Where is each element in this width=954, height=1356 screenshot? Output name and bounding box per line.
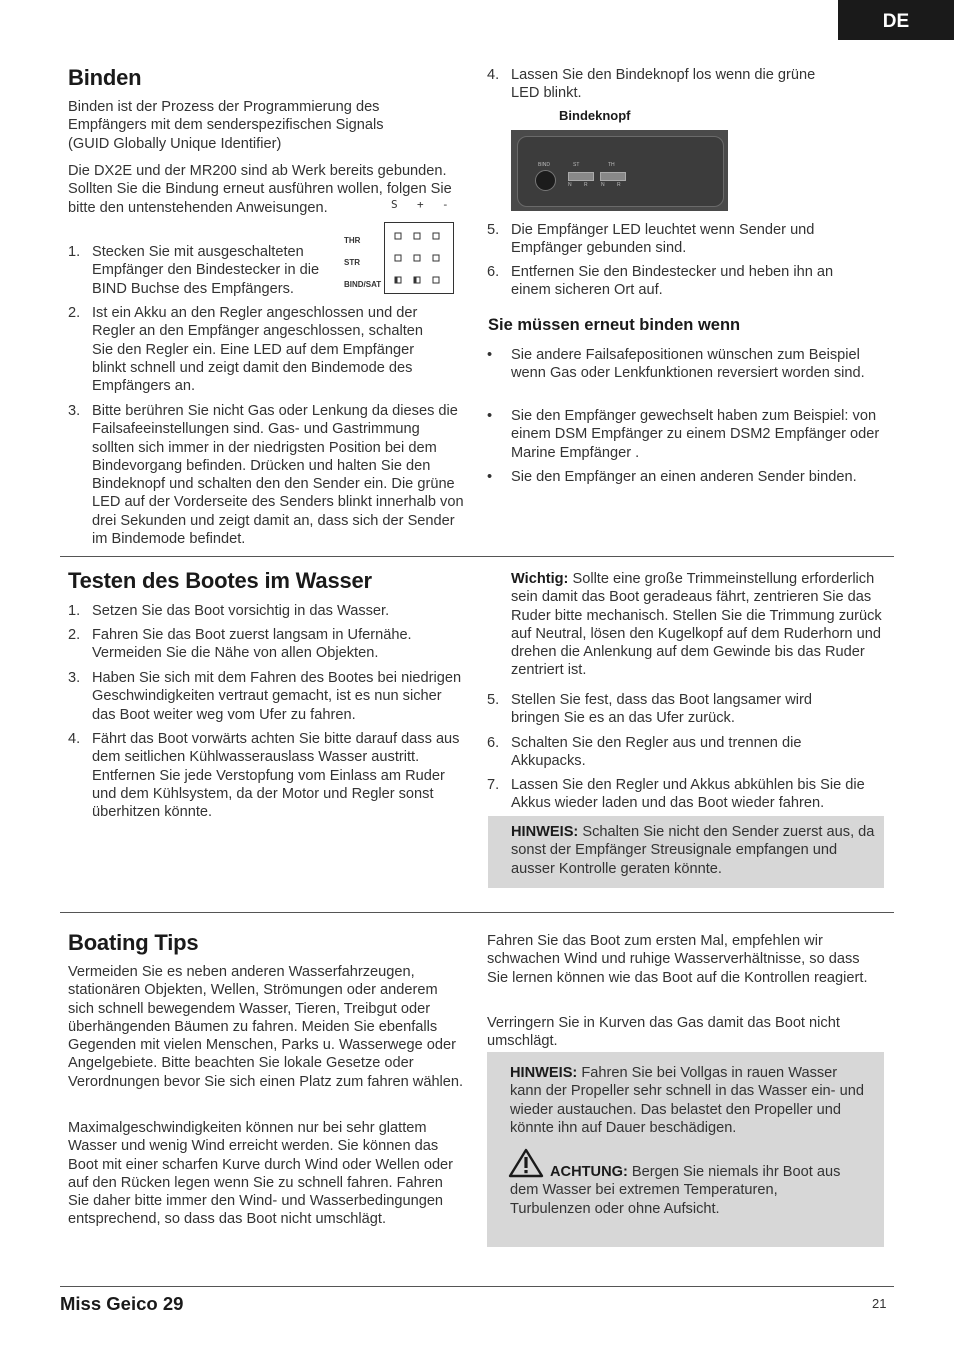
step-number: 4. bbox=[487, 67, 500, 83]
binden-step-5 bbox=[487, 221, 843, 258]
step-number: 7. bbox=[487, 777, 500, 793]
bullet-text: Sie den Empfänger an einen anderen Sender binden. bbox=[511, 469, 857, 485]
transmitter-bind-figure bbox=[511, 130, 728, 211]
rebind-bullet-1 bbox=[487, 346, 883, 383]
achtung-text: Bergen Sie niemals ihr Boot aus dem Wasser bei extremen Temperaturen, Turbulenzen oder ohne Aufsicht. bbox=[510, 1164, 841, 1217]
testen-step-5 bbox=[487, 691, 843, 728]
footer-title: Miss Geico 29 bbox=[60, 1293, 184, 1314]
page-number: 21 bbox=[872, 1296, 887, 1311]
step-number: 3. bbox=[68, 403, 81, 419]
testen-step-2 bbox=[68, 626, 434, 663]
bullet: • bbox=[487, 469, 493, 485]
tips-paragraph-2: Maximalgeschwindigkeiten können nur bei sehr glattem Wasser und wenig Wind erreicht werden. Sie können das Boot mit einer scharfen Kurve durch Wind oder Wellen oder auf den Rücken legen wenn Sie zu schnell fahren. Fahren Sie daher bitte immer den Wind- und Wasserbedingungen entsprechend, so dass das Boot nicht umschlägt. bbox=[68, 1120, 454, 1228]
step-text: Bitte berühren Sie nicht Gas oder Lenkung da dieses die Failsafeeinstellungen sind. Gas- und Gastrimmung sollten sich immer in der niedrigsten Position bei dem Bindevorgang befinden. Drücken und halten Sie den Bindeknopf und schalten den den Sender ein. Die grüne LED auf der Vorderseite des Senders blinkt innerhalb von drei Sekunden und zeigt damit an, dass sich der Sender im Bindemode befindet. bbox=[92, 403, 464, 548]
binden-step-6 bbox=[487, 263, 843, 300]
step-number: 1. bbox=[68, 244, 81, 260]
testen-title: Testen des Bootes im Wasser bbox=[68, 568, 372, 593]
bind-text: BIND bbox=[538, 162, 550, 168]
rebind-bullet-2 bbox=[487, 407, 883, 462]
receiver-header-minus: - bbox=[442, 198, 449, 211]
bind-button[interactable] bbox=[535, 170, 556, 191]
hinweis-text: Fahren Sie bei Vollgas in rauen Wasser kann der Propeller sehr schnell in das Wasser ein- und wieder austauchen. Das belastet den Propeller und könnte ihn auf Dauer beschädigen. bbox=[510, 1065, 864, 1136]
bullet: • bbox=[487, 347, 493, 363]
tips-title: Boating Tips bbox=[68, 930, 199, 955]
hinweis-text: Schalten Sie nicht den Sender zuerst aus, da sonst der Empfänger Streusignale empfangen und ausser Kontrolle geraten könnte. bbox=[511, 824, 875, 877]
achtung-label: ACHTUNG: bbox=[550, 1164, 628, 1180]
th-reverse-switch[interactable] bbox=[600, 172, 626, 181]
bullet-text: Sie andere Failsafepositionen wünschen zum Beispiel wenn Gas oder Lenkfunktionen reversiert worden sind. bbox=[511, 347, 865, 382]
wichtig-note bbox=[511, 570, 887, 680]
receiver-row-bind: BIND/SAT bbox=[344, 280, 382, 289]
step-number: 2. bbox=[68, 305, 81, 321]
step-number: 2. bbox=[68, 627, 81, 643]
tips-paragraph-4: Verringern Sie in Kurven das Gas damit das Boot nicht umschlägt. bbox=[487, 1015, 840, 1050]
hinweis-label: HINWEIS: bbox=[510, 1065, 578, 1081]
step-text: Stecken Sie mit ausgeschalteten Empfänger den Bindestecker in die BIND Buchse des Empfängers. bbox=[92, 244, 320, 297]
tips-paragraph-1: Vermeiden Sie es neben anderen Wasserfahrzeugen, stationären Objekten, Wellen, Strömungen oder anderem sich schnell bewegendem Wasser, Tieren, Treibgut oder überhängenden Bäumen zu fahren. Meiden Sie ebenfalls Gegenden mit vielen Menschen, Parks u. Wasserwege oder Angelgebiete. Bitte beachten Sie lokale Gesetze oder Verordnungen bevor Sie sich einen Platz zum fahren wählen. bbox=[68, 964, 464, 1090]
testen-step-7 bbox=[487, 776, 887, 813]
step-number: 5. bbox=[487, 692, 500, 708]
binden-title: Binden bbox=[68, 65, 142, 90]
testen-step-6 bbox=[487, 734, 843, 771]
language-tab: DE bbox=[838, 0, 954, 40]
hinweis-box-testen bbox=[488, 816, 884, 888]
receiver-pins-graphic bbox=[342, 196, 454, 294]
binden-step-2 bbox=[68, 304, 444, 395]
th-text: TH bbox=[608, 162, 615, 168]
section-divider bbox=[60, 556, 894, 557]
step-text: Schalten Sie den Regler aus und trennen die Akkupacks. bbox=[511, 735, 802, 770]
step-text: Lassen Sie den Bindeknopf los wenn die grüne LED blinkt. bbox=[511, 67, 816, 102]
step-text: Setzen Sie das Boot vorsichtig in das Wasser. bbox=[92, 603, 390, 619]
r-label: R bbox=[584, 182, 588, 188]
bullet-text: Sie den Empfänger gewechselt haben zum Beispiel: von einem DSM Empfänger zu einem DSM2 Empfänger oder Marine Empfänger . bbox=[511, 408, 880, 461]
receiver-header-s: S bbox=[391, 198, 398, 211]
step-text: Entfernen Sie den Bindestecker und heben ihn an einem sicheren Ort auf. bbox=[511, 264, 834, 299]
receiver-port-figure bbox=[342, 196, 454, 294]
tips-paragraph-3: Fahren Sie das Boot zum ersten Mal, empfehlen wir schwachen Wind und ruhige Wasserverhältnisse, so dass Sie lernen können wie das Boot auf die Kontrollen reagiert. bbox=[487, 933, 868, 986]
step-number: 6. bbox=[487, 735, 500, 751]
rebind-bullet-3 bbox=[487, 468, 883, 486]
wichtig-text: Sollte eine große Trimmeinstellung erforderlich sein damit das Boot geradeaus fährt, zentrieren Sie das Ruder bitte mechanisch. Stellen Sie die Trimmung zurück auf Neutral, lösen den Kugelkopf auf dem Ruderhorn und drehen die Anlenkung auf dem Gewinde bis das Ruder zentriert ist. bbox=[511, 571, 882, 679]
achtung-note bbox=[510, 1163, 850, 1218]
testen-step-3 bbox=[68, 669, 464, 724]
step-text: Lassen Sie den Regler und Akkus abkühlen bis Sie die Akkus wieder laden und das Boot wieder fahren. bbox=[511, 777, 865, 812]
bullet: • bbox=[487, 408, 493, 424]
st-text: ST bbox=[573, 162, 580, 168]
step-text: Die Empfänger LED leuchtet wenn Sender und Empfänger gebunden sind. bbox=[511, 222, 815, 257]
st-reverse-switch[interactable] bbox=[568, 172, 594, 181]
hinweis-achtung-box bbox=[487, 1052, 884, 1247]
binden-intro: Binden ist der Prozess der Programmierung des Empfängers mit dem senderspezifischen Signals (GUID Globally Unique Identifier) bbox=[68, 99, 384, 152]
hinweis-note-tips bbox=[510, 1064, 872, 1137]
step-text: Stellen Sie fest, dass das Boot langsamer wird bringen Sie es an das Ufer zurück. bbox=[511, 692, 812, 727]
step-text: Haben Sie sich mit dem Fahren des Bootes bei niedrigen Geschwindigkeiten vertraut gemacht, ist es nun sicher das Boot weiter weg vom Ufer zu fahren. bbox=[92, 670, 462, 723]
step-number: 4. bbox=[68, 731, 81, 747]
step-number: 1. bbox=[68, 603, 81, 619]
receiver-row-str: STR bbox=[344, 258, 360, 267]
bindeknopf-label: Bindeknopf bbox=[559, 108, 631, 123]
n-label: N bbox=[601, 182, 605, 188]
rebind-title: Sie müssen erneut binden wenn bbox=[488, 316, 741, 334]
step-text: Fahren Sie das Boot zuerst langsam in Ufernähe. Vermeiden Sie die Nähe von allen Objekten. bbox=[92, 627, 412, 662]
n-label: N bbox=[568, 182, 572, 188]
receiver-header-plus: + bbox=[417, 198, 424, 211]
binden-step-4 bbox=[487, 66, 843, 103]
binden-step-3 bbox=[68, 402, 464, 548]
wichtig-label: Wichtig: bbox=[511, 571, 569, 587]
receiver-row-thr: THR bbox=[344, 236, 361, 245]
section-divider bbox=[60, 912, 894, 913]
step-number: 6. bbox=[487, 264, 500, 280]
binden-step-1 bbox=[68, 243, 334, 298]
footer-divider bbox=[60, 1286, 894, 1287]
step-number: 5. bbox=[487, 222, 500, 238]
testen-step-1 bbox=[68, 602, 458, 620]
step-text: Ist ein Akku an den Regler angeschlossen und der Regler an den Empfänger angeschlossen, schalten Sie den Regler ein. Eine LED auf dem Empfänger blinkt schnell und zeigt damit den Bindemode des Empfängers an. bbox=[92, 305, 424, 395]
step-text: Fährt das Boot vorwärts achten Sie bitte darauf dass aus dem seitlichen Kühlwasserauslass Wasser austritt. Entfernen Sie jede Verstopfung vom Einlass am Ruder und dem Kühlsystem, da der Motor und Regler sonst überhitzen könnte. bbox=[92, 731, 460, 821]
hinweis-label: HINWEIS: bbox=[511, 824, 579, 840]
testen-step-4 bbox=[68, 730, 464, 821]
binden-paragraph-2-text: Die DX2E und der MR200 sind ab Werk bereits gebunden. Sollten Sie die Bindung erneut ausführen wollen, folgen Sie bitte den untenstehenden Anweisungen. bbox=[68, 163, 452, 216]
step-number: 3. bbox=[68, 670, 81, 686]
hinweis-note-testen bbox=[511, 823, 881, 878]
r-label: R bbox=[617, 182, 621, 188]
